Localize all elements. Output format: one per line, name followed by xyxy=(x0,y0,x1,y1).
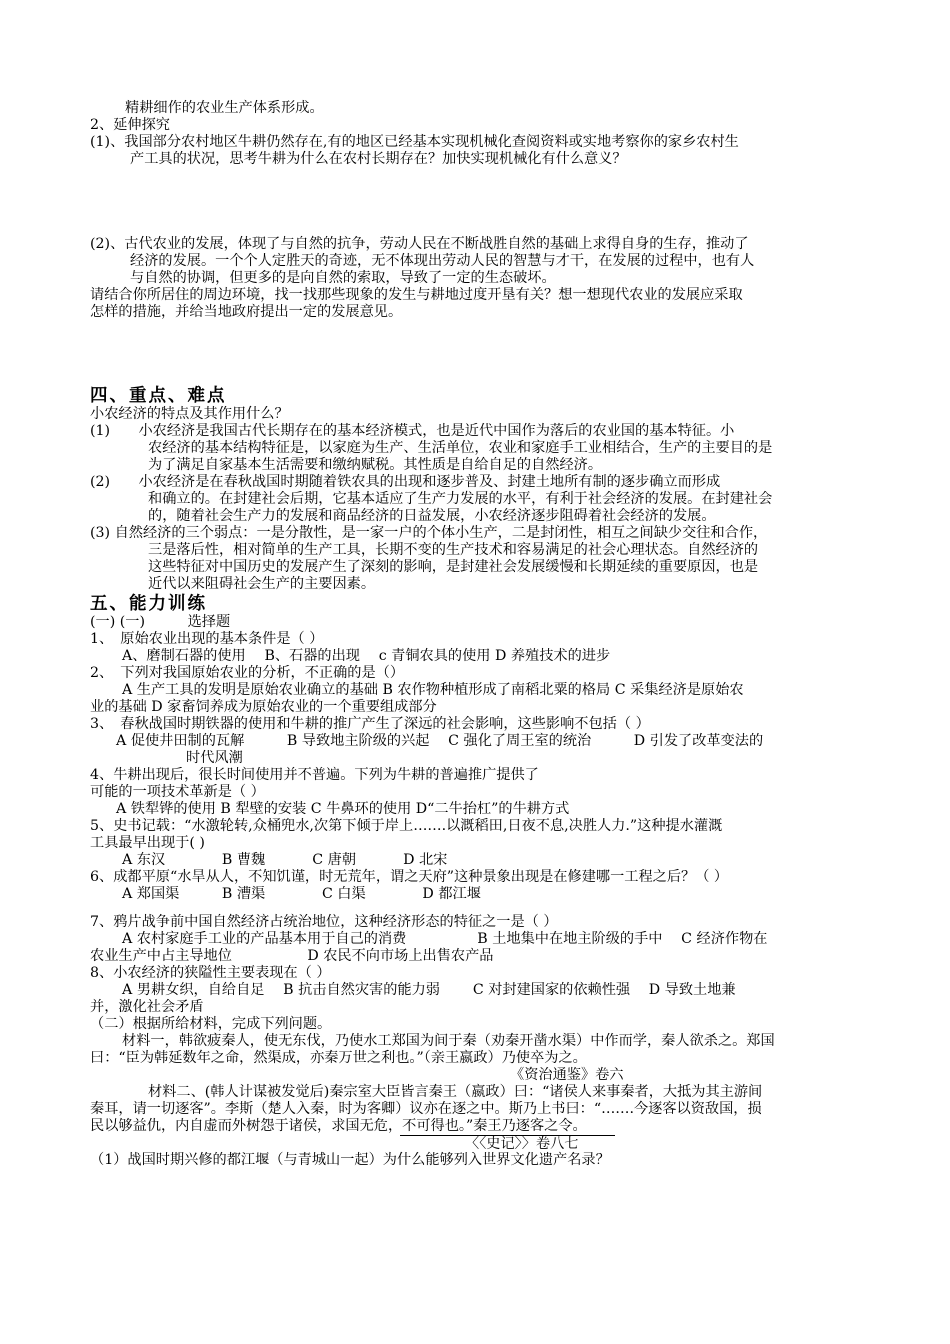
text-line: (1)、我国部分农村地区牛耕仍然存在,有的地区已经基本实现机械化查阅资料或实地考察你的家乡农村生 xyxy=(90,134,739,150)
text-line: 与自然的协调，但更多的是向自然的索取，导致了一定的生态破坏。 xyxy=(130,270,556,286)
text-line: 时代风潮 xyxy=(186,750,243,766)
text-line: 材料二、(韩人计谋被发觉后)秦宗室大臣皆言秦王（嬴政）曰：“诸侯人来事秦者，大抵为其主游间 xyxy=(148,1084,763,1100)
text-line: 工具最早出现于( ) xyxy=(90,835,205,851)
text-line: A 东汉 B 曹魏 C 唐朝 D 北宋 xyxy=(122,852,448,868)
text-line: 近代以来阻碍社会生产的主要因素。 xyxy=(148,576,376,592)
text-line: 秦耳，请一切逐客”。李斯（楚人入秦，时为客卿）议亦在逐之中。斯乃上书曰：“…….今逐客以资敌国，损 xyxy=(90,1101,762,1117)
text-line: A 郑国渠 B 漕渠 C 白渠 D 都江堰 xyxy=(122,886,481,902)
text-line: 业的基础 D 家畜饲养成为原始农业的一个重要组成部分 xyxy=(90,699,437,715)
text-line: 曰：“臣为韩延数年之命，然渠成，亦秦万世之利也。”（亲王嬴政）乃使卒为之。 xyxy=(90,1050,587,1066)
text-line: A 促使井田制的瓦解 B 导致地主阶级的兴起 C 强化了周王室的统治 D 引发了改革变法的 xyxy=(116,733,764,749)
text-line: 2、 下列对我国原始农业的分析，不正确的是（） xyxy=(90,665,405,681)
text-line: 3、 春秋战国时期铁器的使用和牛耕的推广产生了深远的社会影响，这些影响不包括（ ） xyxy=(90,716,650,732)
text-line: 材料一，韩欲疲秦人，使无东伐，乃使水工郑国为间于秦（劝秦开凿水渠）中作而学，秦人欲杀之。郑国 xyxy=(122,1033,775,1049)
text-line: (1) 小农经济是我国古代长期存在的基本经济模式，也是近代中国作为落后的农业国的基本特征。小 xyxy=(90,423,735,439)
text-line: 7、鸦片战争前中国自然经济占统治地位，这种经济形态的特征之一是（ ） xyxy=(90,914,558,930)
section-heading: 五、能力训练 xyxy=(90,594,207,614)
text-line: 小农经济的特点及其作用什么？ xyxy=(90,406,289,422)
text-line: 2、延伸探究 xyxy=(90,117,170,133)
text-line: 为了满足自家基本生活需要和缴纳赋税。其性质是自给自足的自然经济。 xyxy=(148,457,603,473)
text-line: 三是落后性，相对简单的生产工具，长期不变的生产技术和容易满足的社会心理状态。自然经济的 xyxy=(148,542,759,558)
text-line: （1）战国时期兴修的都江堰（与青城山一起）为什么能够列入世界文化遗产名录？ xyxy=(90,1152,610,1168)
text-line: （二）根据所给材料，完成下列问题。 xyxy=(90,1016,332,1032)
text-line: A 农村家庭手工业的产品基本用于自己的消费 B 土地集中在地主阶级的手中 C 经济作物在 xyxy=(122,931,768,947)
text-line: A、磨制石器的使用 B、石器的出现 c 青铜农具的使用 D 养殖技术的进步 xyxy=(122,648,611,664)
text-line: 和确立的。在封建社会后期，它基本适应了生产力发展的水平，有利于社会经济的发展。在封建社会 xyxy=(148,491,773,507)
text-line: 4、牛耕出现后，很长时间使用并不普遍。下列为牛耕的普遍推广提供了 xyxy=(90,767,539,783)
text-line: 经济的发展。一个个人定胜天的奇迹，无不体现出劳动人民的智慧与才干，在发展的过程中，也有人 xyxy=(130,253,755,269)
section-heading: 四、重点、难点 xyxy=(90,386,227,406)
text-line: 5、史书记载：“水激轮转,众桶兜水,次第下倾于岸上…….以溉稻田,日夜不息,决胜人力.”这种提水灌溉 xyxy=(90,818,723,834)
text-line: (一) (一) 选择题 xyxy=(90,614,231,630)
citation: 〈〈史记〉〉卷八七 xyxy=(400,1135,615,1153)
text-line: 精耕细作的农业生产体系形成。 xyxy=(125,100,324,116)
text-line: 的，随着社会生产力的发展和商品经济的日益发展，小农经济逐步阻碍着社会经济的发展。 xyxy=(148,508,716,524)
text-line: (2) 小农经济是在春秋战国时期随着铁农具的出现和逐步普及、封建土地所有制的逐步确立而形成 xyxy=(90,474,721,490)
text-line: 请结合你所居住的周边环境，找一找那些现象的发生与耕地过度开垦有关？想一想现代农业的发展应采取 xyxy=(90,287,743,303)
text-line: 产工具的状况，思考牛耕为什么在农村长期存在？加快实现机械化有什么意义？ xyxy=(130,151,627,167)
text-line: (2)、古代农业的发展，体现了与自然的抗争，劳动人民在不断战胜自然的基础上求得自身的生存，推动了 xyxy=(90,236,749,252)
text-line: 农经济的基本结构特征是，以家庭为生产、生活单位，农业和家庭手工业相结合，生产的主要目的是 xyxy=(148,440,773,456)
text-line: 农业生产中占主导地位 D 农民不向市场上出售农产品 xyxy=(90,948,494,964)
text-line: 6、成都平原“水旱从人，不知饥谨，时无荒年，谓之天府”这种景象出现是在修建哪一工程之后？（ ） xyxy=(90,869,729,885)
text-line: 1、 原始农业出现的基本条件是（ ） xyxy=(90,631,324,647)
text-line: 并，激化社会矛盾 xyxy=(90,999,204,1015)
text-line: 民以够益仇，内自虚而外树怨于诸侯，求国无危，不可得也。”秦王乃逐客之令。 xyxy=(90,1118,587,1134)
text-line: A 铁犁铧的使用 B 犁壁的安装 C 牛鼻环的使用 D“二牛抬杠”的牛耕方式 xyxy=(116,801,570,817)
text-line: 可能的一项技术革新是（ ） xyxy=(90,784,265,800)
citation: 《资治通鉴》卷六 xyxy=(510,1067,624,1083)
text-line: (3) 自然经济的三个弱点：一是分散性，是一家一户的个体小生产，二是封闭性，相互之间缺少交往和合作， xyxy=(90,525,768,541)
text-line: 怎样的措施，并给当地政府提出一定的发展意见。 xyxy=(90,304,403,320)
text-line: A 生产工具的发明是原始农业确立的基础 B 农作物种植形成了南稻北粟的格局 C 采集经济是原始农 xyxy=(122,682,744,698)
text-line: 这些特征对中国历史的发展产生了深刻的影响，是封建社会发展缓慢和长期延续的重要原因，也是 xyxy=(148,559,759,575)
text-line: A 男耕女织，自给自足 B 抗击自然灾害的能力弱 C 对封建国家的依赖性强 D 导致土地兼 xyxy=(122,982,736,998)
text-line: 8、小农经济的狭隘性主要表现在（ ） xyxy=(90,965,331,981)
